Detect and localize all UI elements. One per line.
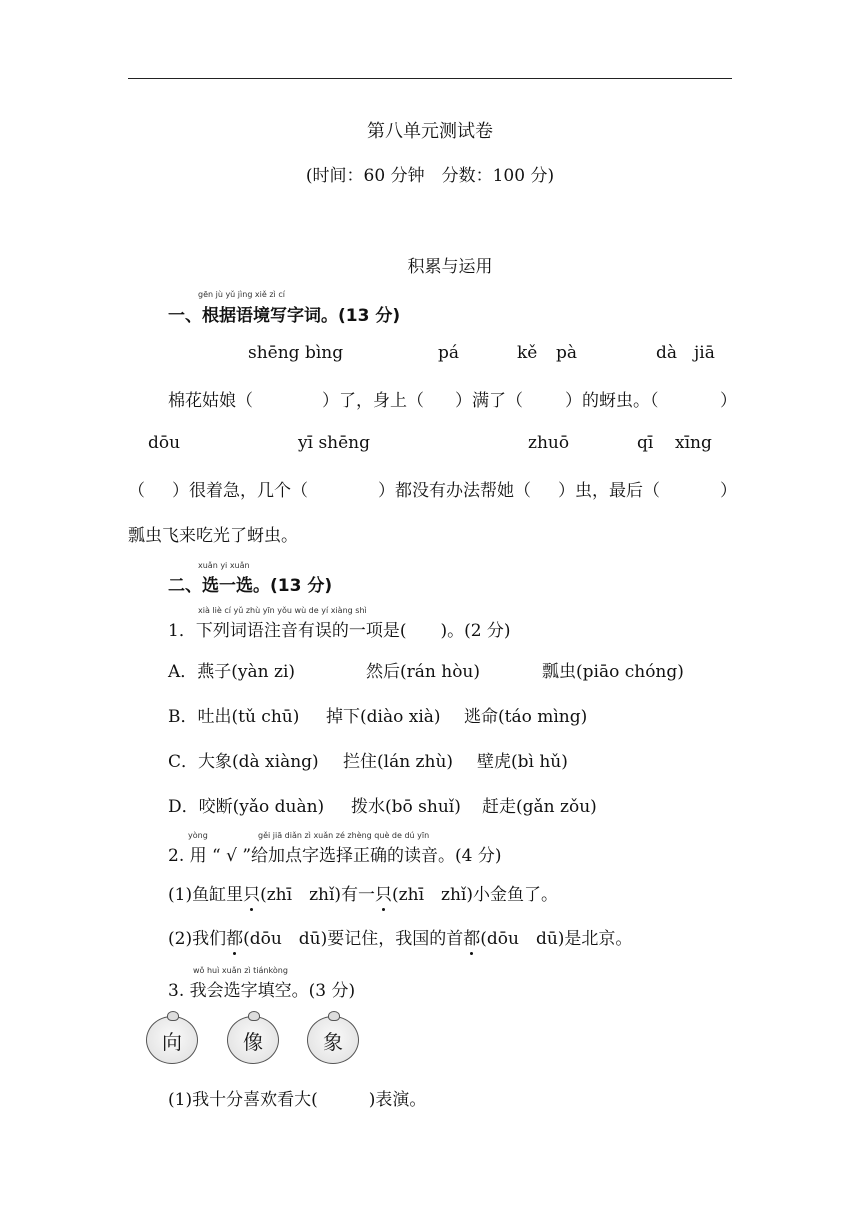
q1-text: ） xyxy=(720,481,737,501)
option-c: 拦住(lán zhù) xyxy=(343,752,454,772)
q1-text: 瓢虫飞来吃光了蚜虫。 xyxy=(128,526,298,546)
q1-text: 棉花姑娘（ xyxy=(168,391,253,411)
q2-sub2-pinyin: gěi jiā diǎn zì xuǎn zé zhèng què de dú yīn xyxy=(258,831,430,840)
option-d: 赶走(gǎn zǒu) xyxy=(482,797,597,817)
q1-pinyin: shēng bìng xyxy=(248,343,344,363)
q2-sub3-pinyin: wǒ huì xuǎn zì tiánkòng xyxy=(193,966,288,975)
q1-text: ）了，身上（ xyxy=(322,391,424,411)
option-c: 壁虎(bì hǔ) xyxy=(477,752,568,772)
q1-pinyin: zhuō xyxy=(528,433,570,453)
q1-text: ）满了（ xyxy=(455,391,523,411)
q2-sub1-pinyin: xià liè cí yǔ zhù yīn yǒu wù de yí xiàng shì xyxy=(198,606,367,615)
q2-heading-pinyin: xuǎn yi xuǎn xyxy=(198,561,250,570)
section-heading: 积累与运用 xyxy=(407,257,493,277)
option-d: 拨水(bō shuǐ) xyxy=(351,797,461,817)
q1-text: ）很着急，几个（ xyxy=(172,481,308,501)
q1-text: ）都没有办法帮她（ xyxy=(378,481,531,501)
option-c: C．大象(dà xiàng) xyxy=(168,752,319,772)
q2-sub2-pinyin: yòng xyxy=(188,831,208,840)
q1-pinyin: xīng xyxy=(675,433,712,453)
q2-sub2-item-2: (2)我们都(dōu dū)要记住，我国的首都(dōu dū)是北京。 xyxy=(168,924,632,949)
char-option-xiang-2: 像 xyxy=(227,1016,279,1064)
option-b: B．吐出(tǔ chū) xyxy=(168,707,300,727)
q1-heading: 一、根据语境写字词。(13 分) xyxy=(168,306,401,326)
q1-pinyin: dōu xyxy=(148,433,181,453)
q2-sub3-label: 3. 我会选字填空。(3 分) xyxy=(168,981,356,1001)
option-b: 掉下(diào xià) xyxy=(326,707,441,727)
q1-pinyin: yī shēng xyxy=(298,433,371,453)
q1-text: （ xyxy=(128,481,145,501)
q1-pinyin: dà xyxy=(656,343,678,363)
q1-pinyin: pà xyxy=(556,343,578,363)
q2-sub3-item-1: (1)我十分喜欢看大( )表演。 xyxy=(168,1090,427,1110)
q1-text: ） xyxy=(720,391,737,411)
char-option-xiang-3: 象 xyxy=(307,1016,359,1064)
q1-pinyin: pá xyxy=(438,343,460,363)
q1-pinyin: jiā xyxy=(694,343,715,363)
q1-text: ）的蚜虫。（ xyxy=(565,391,659,411)
q1-pinyin: qī xyxy=(637,433,654,453)
q2-sub1-label: 1．下列词语注音有误的一项是( )。(2 分) xyxy=(168,621,511,641)
q2-sub2-label: 2. 用 “ √ ”给加点字选择正确的读音。(4 分) xyxy=(168,846,502,866)
option-d: D．咬断(yǎo duàn) xyxy=(168,797,325,817)
option-b: 逃命(táo mìng) xyxy=(464,707,588,727)
q1-heading-pinyin: gēn jù yǔ jìng xiě zì cí xyxy=(198,290,285,299)
char-option-xiang-1: 向 xyxy=(146,1016,198,1064)
option-a: 瓢虫(piāo chóng) xyxy=(542,662,684,682)
q2-sub2-item-1: (1)鱼缸里只(zhī zhǐ)有一只(zhī zhǐ)小金鱼了。 xyxy=(168,880,558,905)
top-rule xyxy=(128,78,732,79)
q1-text: ）虫，最后（ xyxy=(558,481,660,501)
q2-heading: 二、选一选。(13 分) xyxy=(168,576,333,596)
page-title: 第八单元测试卷 xyxy=(367,121,493,142)
q1-pinyin: kě xyxy=(517,343,538,363)
page-subtitle: (时间：60 分钟 分数：100 分) xyxy=(305,166,555,186)
option-a: A．燕子(yàn zi) xyxy=(168,662,296,682)
option-a: 然后(rán hòu) xyxy=(366,662,481,682)
